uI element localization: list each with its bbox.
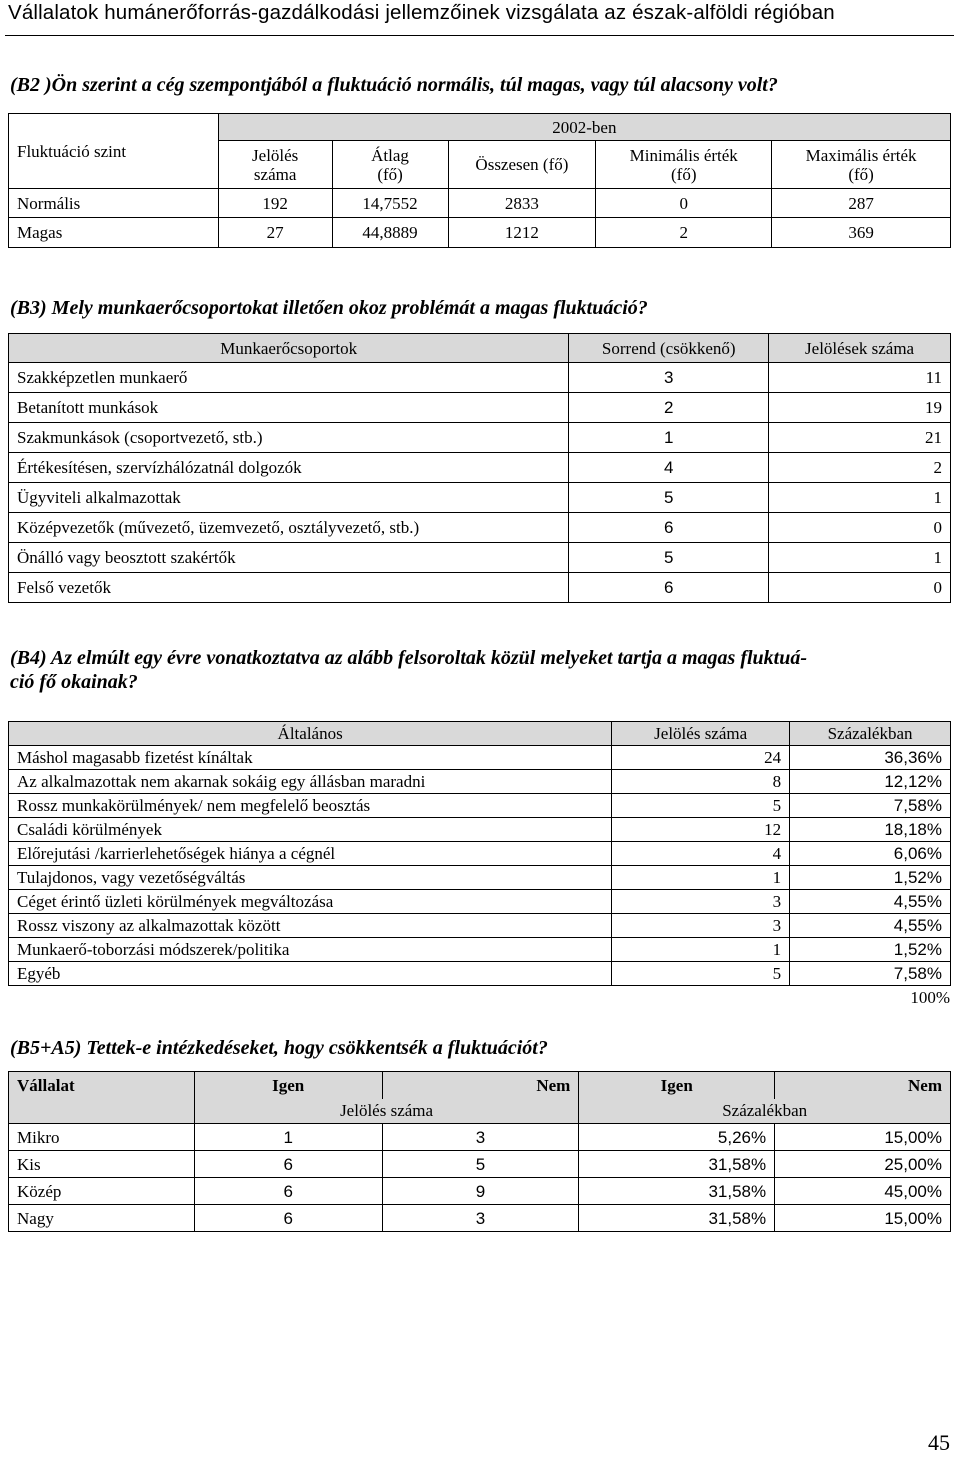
b3-cell-group: Önálló vagy beosztott szakértők xyxy=(9,543,569,573)
page-number: 45 xyxy=(928,1430,950,1455)
b4-cell-reason: Máshol magasabb fizetést kínáltak xyxy=(9,746,612,770)
b4-cell-pct: 7,58% xyxy=(790,962,951,986)
b5-cell-company: Kis xyxy=(9,1151,195,1178)
b3-col-count: Jelölések száma xyxy=(769,334,951,363)
b5-cell-no: 5 xyxy=(382,1151,579,1178)
b5-cell-yes: 1 xyxy=(194,1124,382,1151)
b4-cell-pct: 36,36% xyxy=(790,746,951,770)
table-row xyxy=(9,423,951,453)
b2-col-max: Maximális érték (fő) xyxy=(772,141,951,189)
b5-cell-no: 9 xyxy=(382,1178,579,1205)
b4-col-pct: Százalékban xyxy=(790,722,951,746)
b2-cell-min: 0 xyxy=(596,189,772,218)
b3-cell-count: 0 xyxy=(769,573,951,603)
table-b4 xyxy=(8,721,951,986)
b4-cell-pct: 18,18% xyxy=(790,818,951,842)
b2-col-avg: Átlag (fő) xyxy=(332,141,448,189)
b4-cell-count: 5 xyxy=(612,962,790,986)
b4-cell-count: 8 xyxy=(612,770,790,794)
b5-cell-yes-pct: 31,58% xyxy=(579,1178,775,1205)
question-b4: (B4) Az elmúlt egy évre vonatkoztatva az alább felsoroltak közül melyeket tartja a magas fluktuá- ció fő okainak? xyxy=(10,647,807,693)
b2-year-header: 2002-ben xyxy=(218,114,950,141)
table-row xyxy=(9,1205,951,1232)
b2-cell-count: 27 xyxy=(218,218,332,248)
b5-cell-yes-pct: 31,58% xyxy=(579,1205,775,1232)
b4-cell-reason: Előrejutási /karrierlehetőségek hiánya a cégnél xyxy=(9,842,612,866)
b5-sub-blank xyxy=(9,1099,195,1124)
table-row xyxy=(9,363,951,393)
b4-cell-pct: 4,55% xyxy=(790,890,951,914)
b3-cell-group: Ügyviteli alkalmazottak xyxy=(9,483,569,513)
b4-cell-count: 24 xyxy=(612,746,790,770)
question-b2: (B2 )Ön szerint a cég szempontjából a fluktuáció normális, túl magas, vagy túl alacsony volt? xyxy=(10,74,778,96)
b4-cell-reason: Tulajdonos, vagy vezetőségváltás xyxy=(9,866,612,890)
b5-col-company: Vállalat xyxy=(9,1072,195,1099)
b5-cell-yes: 6 xyxy=(194,1151,382,1178)
table-row xyxy=(9,453,951,483)
b4-cell-reason: Rossz munkakörülmények/ nem megfelelő beosztás xyxy=(9,794,612,818)
b3-cell-order: 2 xyxy=(569,393,769,423)
b3-cell-count: 19 xyxy=(769,393,951,423)
b3-cell-count: 1 xyxy=(769,543,951,573)
b4-cell-reason: Céget érintő üzleti körülmények megváltozása xyxy=(9,890,612,914)
table-row xyxy=(9,483,951,513)
table-row xyxy=(9,818,951,842)
b3-cell-order: 1 xyxy=(569,423,769,453)
table-row xyxy=(9,513,951,543)
b3-cell-count: 21 xyxy=(769,423,951,453)
b3-cell-count: 2 xyxy=(769,453,951,483)
question-b3: (B3) Mely munkaerőcsoportokat illetően okoz problémát a magas fluktuáció? xyxy=(10,297,648,319)
b4-cell-reason: Az alkalmazottak nem akarnak sokáig egy állásban maradni xyxy=(9,770,612,794)
b2-cell-level: Normális xyxy=(9,189,219,218)
b3-cell-order: 6 xyxy=(569,573,769,603)
table-row xyxy=(9,842,951,866)
b5-col-yes-pct: Igen xyxy=(579,1072,775,1099)
b3-cell-count: 0 xyxy=(769,513,951,543)
header-rule xyxy=(5,35,954,36)
table-row xyxy=(9,794,951,818)
b3-cell-order: 3 xyxy=(569,363,769,393)
b4-col-general: Általános xyxy=(9,722,612,746)
b4-cell-count: 1 xyxy=(612,938,790,962)
table-row xyxy=(9,189,951,218)
b4-cell-count: 3 xyxy=(612,914,790,938)
running-header xyxy=(0,0,960,38)
b3-cell-group: Szakmunkások (csoportvezető, stb.) xyxy=(9,423,569,453)
b5-cell-company: Mikro xyxy=(9,1124,195,1151)
table-row xyxy=(9,938,951,962)
b2-col-total: Összesen (fő) xyxy=(448,141,596,189)
b2-cell-total: 1212 xyxy=(448,218,596,248)
b4-cell-count: 4 xyxy=(612,842,790,866)
b4-cell-reason: Rossz viszony az alkalmazottak között xyxy=(9,914,612,938)
b3-col-group: Munkaerőcsoportok xyxy=(9,334,569,363)
b3-cell-group: Középvezetők (művezető, üzemvezető, osztályvezető, stb.) xyxy=(9,513,569,543)
table-row xyxy=(9,1124,951,1151)
table-row xyxy=(9,393,951,423)
b5-cell-no-pct: 15,00% xyxy=(775,1205,951,1232)
table-row xyxy=(9,866,951,890)
b4-cell-count: 3 xyxy=(612,890,790,914)
b4-cell-count: 12 xyxy=(612,818,790,842)
b2-cell-avg: 44,8889 xyxy=(332,218,448,248)
b5-cell-no-pct: 15,00% xyxy=(775,1124,951,1151)
b5-col-no-pct: Nem xyxy=(775,1072,951,1099)
b5-col-no: Nem xyxy=(382,1072,579,1099)
b2-cell-max: 287 xyxy=(772,189,951,218)
b4-cell-reason: Családi körülmények xyxy=(9,818,612,842)
table-row xyxy=(9,890,951,914)
b4-cell-pct: 4,55% xyxy=(790,914,951,938)
b5-cell-company: Közép xyxy=(9,1178,195,1205)
b3-cell-order: 5 xyxy=(569,543,769,573)
header-title: Vállalatok humánerőforrás-gazdálkodási jellemzőinek vizsgálata az észak-alföldi régióban xyxy=(8,1,835,24)
b4-cell-pct: 7,58% xyxy=(790,794,951,818)
b4-cell-pct: 1,52% xyxy=(790,938,951,962)
table-row xyxy=(9,914,951,938)
b2-cell-max: 369 xyxy=(772,218,951,248)
b4-cell-reason: Munkaerő-toborzási módszerek/politika xyxy=(9,938,612,962)
b4-cell-reason: Egyéb xyxy=(9,962,612,986)
b3-cell-count: 11 xyxy=(769,363,951,393)
table-row xyxy=(9,218,951,248)
b2-cell-min: 2 xyxy=(596,218,772,248)
b4-col-count: Jelölés száma xyxy=(612,722,790,746)
table-row xyxy=(9,746,951,770)
b5-cell-yes-pct: 31,58% xyxy=(579,1151,775,1178)
b5-cell-company: Nagy xyxy=(9,1205,195,1232)
b3-cell-group: Betanított munkások xyxy=(9,393,569,423)
table-row xyxy=(9,962,951,986)
b3-cell-group: Szakképzetlen munkaerő xyxy=(9,363,569,393)
b3-cell-count: 1 xyxy=(769,483,951,513)
b2-col-min: Minimális érték (fő) xyxy=(596,141,772,189)
b2-cell-total: 2833 xyxy=(448,189,596,218)
b4-cell-count: 1 xyxy=(612,866,790,890)
b5-sub-count: Jelölés száma xyxy=(194,1099,579,1124)
b5-cell-no-pct: 45,00% xyxy=(775,1178,951,1205)
b3-cell-order: 4 xyxy=(569,453,769,483)
table-row xyxy=(9,573,951,603)
b5-cell-no-pct: 25,00% xyxy=(775,1151,951,1178)
b4-cell-pct: 12,12% xyxy=(790,770,951,794)
b3-cell-order: 5 xyxy=(569,483,769,513)
b5-sub-pct: Százalékban xyxy=(579,1099,951,1124)
b4-cell-pct: 1,52% xyxy=(790,866,951,890)
b3-col-order: Sorrend (csökkenő) xyxy=(569,334,769,363)
table-b5 xyxy=(8,1071,951,1232)
b2-col-count: Jelölés száma xyxy=(218,141,332,189)
table-b3 xyxy=(8,333,951,603)
b2-cell-level: Magas xyxy=(9,218,219,248)
b5-col-yes: Igen xyxy=(194,1072,382,1099)
b2-col-level: Fluktuáció szint xyxy=(9,114,219,189)
table-row xyxy=(9,1151,951,1178)
b4-total: 100% xyxy=(910,988,950,1007)
b5-cell-no: 3 xyxy=(382,1205,579,1232)
b5-cell-yes: 6 xyxy=(194,1205,382,1232)
b2-cell-count: 192 xyxy=(218,189,332,218)
table-row xyxy=(9,770,951,794)
b3-cell-group: Felső vezetők xyxy=(9,573,569,603)
b5-cell-no: 3 xyxy=(382,1124,579,1151)
b5-cell-yes-pct: 5,26% xyxy=(579,1124,775,1151)
b2-cell-avg: 14,7552 xyxy=(332,189,448,218)
table-b2 xyxy=(8,113,951,248)
table-row xyxy=(9,1178,951,1205)
b4-cell-pct: 6,06% xyxy=(790,842,951,866)
b4-cell-count: 5 xyxy=(612,794,790,818)
table-row xyxy=(9,543,951,573)
b3-cell-group: Értékesítésen, szervízhálózatnál dolgozók xyxy=(9,453,569,483)
question-b5: (B5+A5) Tettek-e intézkedéseket, hogy csökkentsék a fluktuációt? xyxy=(10,1037,548,1059)
b5-cell-yes: 6 xyxy=(194,1178,382,1205)
b3-cell-order: 6 xyxy=(569,513,769,543)
